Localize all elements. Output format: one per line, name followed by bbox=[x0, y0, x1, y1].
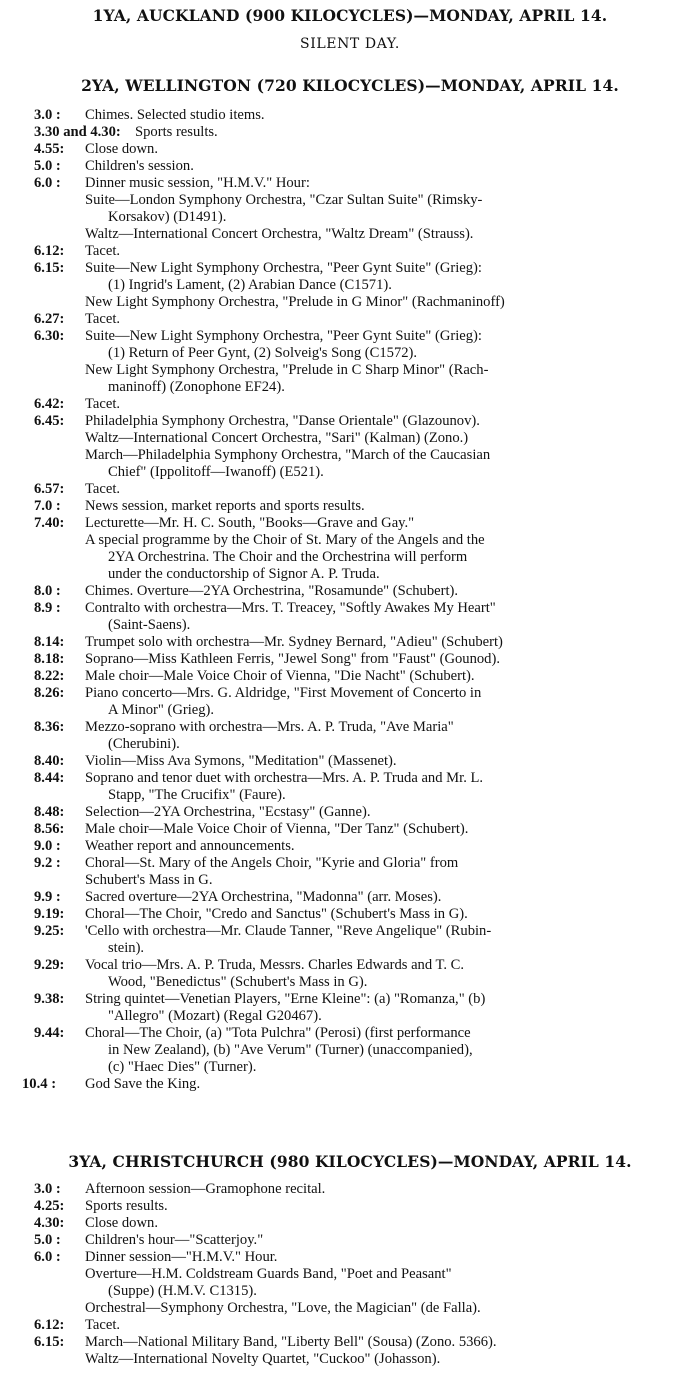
entry-text: March—National Military Band, "Liberty Bell" (Sousa) (Zono. 5366). bbox=[85, 1334, 497, 1350]
programme-entry bbox=[0, 1025, 700, 1042]
entry-continuation: March—Philadelphia Symphony Orchestra, "March of the Caucasian bbox=[85, 447, 491, 463]
entry-time: 5.0 : bbox=[34, 158, 61, 174]
entry-text: Tacet. bbox=[85, 1317, 121, 1333]
entry-time: 9.25: bbox=[34, 923, 65, 939]
entry-time: 8.44: bbox=[34, 770, 65, 786]
entry-text: Children's hour—"Scatterjoy." bbox=[85, 1232, 264, 1248]
entry-continuation: New Light Symphony Orchestra, "Prelude in G Minor" (Rachmaninoff) bbox=[85, 294, 505, 310]
programme-entry bbox=[0, 668, 700, 685]
programme-entry bbox=[0, 889, 700, 906]
entry-time: 9.9 : bbox=[34, 889, 61, 905]
entry-time: 7.40: bbox=[34, 515, 65, 531]
entry-time: 6.12: bbox=[34, 1317, 65, 1333]
entry-time: 4.30: bbox=[34, 1215, 65, 1231]
entry-text: Contralto with orchestra—Mrs. T. Treacey, "Softly Awakes My Heart" bbox=[85, 600, 496, 616]
entry-continuation-indented: "Allegro" (Mozart) (Regal G20467). bbox=[108, 1008, 322, 1024]
entry-text: Soprano—Miss Kathleen Ferris, "Jewel Song" from "Faust" (Gounod). bbox=[85, 651, 500, 667]
programme-entry bbox=[0, 583, 700, 600]
programme-entry bbox=[0, 328, 700, 345]
entry-text: Male choir—Male Voice Choir of Vienna, "Der Tanz" (Schubert). bbox=[85, 821, 469, 837]
entry-continuation-indented: maninoff) (Zonophone EF24). bbox=[108, 379, 285, 395]
entry-text: Chimes. Selected studio items. bbox=[85, 107, 265, 123]
entry-time: 8.18: bbox=[34, 651, 65, 667]
entry-continuation-indented: (c) "Haec Dies" (Turner). bbox=[108, 1059, 257, 1075]
entry-continuation-indented: Stapp, "The Crucifix" (Faure). bbox=[108, 787, 286, 803]
entry-continuation-indented: stein). bbox=[108, 940, 145, 956]
entry-text: Suite—New Light Symphony Orchestra, "Peer Gynt Suite" (Grieg): bbox=[85, 260, 482, 276]
programme-entry bbox=[0, 957, 700, 974]
entry-time: 6.42: bbox=[34, 396, 65, 412]
entry-time: 9.0 : bbox=[34, 838, 61, 854]
entry-text: Trumpet solo with orchestra—Mr. Sydney Bernard, "Adieu" (Schubert) bbox=[85, 634, 503, 650]
programme-entry bbox=[0, 685, 700, 702]
entry-time: 8.22: bbox=[34, 668, 65, 684]
programme-entry bbox=[0, 1076, 700, 1093]
entry-text: Tacet. bbox=[85, 311, 121, 327]
programme-entry bbox=[0, 124, 700, 141]
entry-time: 9.38: bbox=[34, 991, 65, 1007]
programme-entry bbox=[0, 804, 700, 821]
entry-time: 8.0 : bbox=[34, 583, 61, 599]
entry-time: 3.0 : bbox=[34, 1181, 61, 1197]
entry-continuation-indented: (Cherubini). bbox=[108, 736, 180, 752]
entry-time: 8.9 : bbox=[34, 600, 61, 616]
entry-text: Lecturette—Mr. H. C. South, "Books—Grave and Gay." bbox=[85, 515, 415, 531]
entry-time: 6.0 : bbox=[34, 1249, 61, 1265]
programme-entry bbox=[0, 821, 700, 838]
entry-text: Dinner session—"H.M.V." Hour. bbox=[85, 1249, 278, 1265]
entry-text: Sports results. bbox=[85, 1198, 168, 1214]
entry-continuation-indented: in New Zealand), (b) "Ave Verum" (Turner) (unaccompanied), bbox=[108, 1042, 473, 1058]
entry-time: 8.26: bbox=[34, 685, 65, 701]
entry-time: 7.0 : bbox=[34, 498, 61, 514]
entry-continuation-indented: (Suppe) (H.M.V. C1315). bbox=[108, 1283, 257, 1299]
entry-continuation-indented: 2YA Orchestrina. The Choir and the Orchestrina will perform bbox=[108, 549, 468, 565]
programme-entry bbox=[0, 906, 700, 923]
entry-time: 4.25: bbox=[34, 1198, 65, 1214]
entry-text: News session, market reports and sports results. bbox=[85, 498, 365, 514]
entry-text: Suite—New Light Symphony Orchestra, "Peer Gynt Suite" (Grieg): bbox=[85, 328, 482, 344]
entry-continuation: Suite—London Symphony Orchestra, "Czar Sultan Suite" (Rimsky- bbox=[85, 192, 483, 208]
programme-entry bbox=[0, 600, 700, 617]
entry-text: Choral—The Choir, (a) "Tota Pulchra" (Perosi) (first performance bbox=[85, 1025, 471, 1041]
entry-text: Tacet. bbox=[85, 243, 121, 259]
entry-text: Vocal trio—Mrs. A. P. Truda, Messrs. Charles Edwards and T. C. bbox=[85, 957, 465, 973]
programme-entry bbox=[0, 498, 700, 515]
programme-entry bbox=[0, 1334, 700, 1351]
entry-continuation: Overture—H.M. Coldstream Guards Band, "Poet and Peasant" bbox=[85, 1266, 452, 1282]
programme-entry bbox=[0, 1232, 700, 1249]
programme-entry bbox=[0, 481, 700, 498]
programme-entry bbox=[0, 175, 700, 192]
programme-entry bbox=[0, 1317, 700, 1334]
entry-time: 8.48: bbox=[34, 804, 65, 820]
entry-continuation: Waltz—International Concert Orchestra, "Sari" (Kalman) (Zono.) bbox=[85, 430, 469, 446]
entry-continuation-indented: under the conductorship of Signor A. P. Truda. bbox=[108, 566, 380, 582]
station-heading-2ya: 2YA, WELLINGTON (720 KILOCYCLES)—MONDAY, APRIL 14. bbox=[81, 76, 619, 95]
programme-entry bbox=[0, 311, 700, 328]
entry-continuation: Waltz—International Novelty Quartet, "Cuckoo" (Johasson). bbox=[85, 1351, 441, 1367]
entry-time: 10.4 : bbox=[22, 1076, 57, 1092]
programme-entry bbox=[0, 1215, 700, 1232]
entry-text: Philadelphia Symphony Orchestra, "Danse Orientale" (Glazounov). bbox=[85, 413, 480, 429]
programme-entry bbox=[0, 413, 700, 430]
entry-text: Violin—Miss Ava Symons, "Meditation" (Massenet). bbox=[85, 753, 397, 769]
programme-entry bbox=[0, 107, 700, 124]
entry-text: Choral—The Choir, "Credo and Sanctus" (Schubert's Mass in G). bbox=[85, 906, 468, 922]
entry-continuation-indented: Chief" (Ippolitoff—Iwanoff) (E521). bbox=[108, 464, 324, 480]
programme-entry bbox=[0, 1249, 700, 1266]
entry-text: Piano concerto—Mrs. G. Aldridge, "First Movement of Concerto in bbox=[85, 685, 482, 701]
programme-list-3ya bbox=[0, 1181, 700, 1368]
entry-time: 6.57: bbox=[34, 481, 65, 497]
programme-entry bbox=[0, 158, 700, 175]
programme-entry bbox=[0, 753, 700, 770]
entry-text: Soprano and tenor duet with orchestra—Mrs. A. P. Truda and Mr. L. bbox=[85, 770, 484, 786]
programme-entry bbox=[0, 396, 700, 413]
entry-time: 4.55: bbox=[34, 141, 65, 157]
programme-entry bbox=[0, 1198, 700, 1215]
programme-entry bbox=[0, 991, 700, 1008]
programme-entry bbox=[0, 651, 700, 668]
entry-continuation: A special programme by the Choir of St. Mary of the Angels and the bbox=[85, 532, 485, 548]
entry-text: Tacet. bbox=[85, 481, 121, 497]
programme-entry bbox=[0, 634, 700, 651]
programme-entry bbox=[0, 770, 700, 787]
entry-continuation-indented: Wood, "Benedictus" (Schubert's Mass in G). bbox=[108, 974, 368, 990]
entry-time: 9.44: bbox=[34, 1025, 65, 1041]
entry-time: 6.0 : bbox=[34, 175, 61, 191]
entry-text: Selection—2YA Orchestrina, "Ecstasy" (Ganne). bbox=[85, 804, 371, 820]
entry-text: Weather report and announcements. bbox=[85, 838, 295, 854]
silent-day-note: SILENT DAY. bbox=[300, 36, 400, 52]
entry-text: Afternoon session—Gramophone recital. bbox=[85, 1181, 326, 1197]
programme-entry bbox=[0, 838, 700, 855]
entry-time: 3.0 : bbox=[34, 107, 61, 123]
programme-entry bbox=[0, 141, 700, 158]
entry-time: 6.12: bbox=[34, 243, 65, 259]
entry-text: String quintet—Venetian Players, "Erne Kleine": (a) "Romanza," (b) bbox=[85, 991, 486, 1007]
entry-text: Sports results. bbox=[135, 124, 218, 140]
entry-text: Dinner music session, "H.M.V." Hour: bbox=[85, 175, 310, 191]
entry-time: 9.19: bbox=[34, 906, 65, 922]
programme-entry bbox=[0, 515, 700, 532]
entry-time: 6.45: bbox=[34, 413, 65, 429]
entry-continuation: Orchestral—Symphony Orchestra, "Love, the Magician" (de Falla). bbox=[85, 1300, 481, 1316]
entry-time: 8.14: bbox=[34, 634, 65, 650]
entry-text: Sacred overture—2YA Orchestrina, "Madonna" (arr. Moses). bbox=[85, 889, 442, 905]
entry-text: 'Cello with orchestra—Mr. Claude Tanner, "Reve Angelique" (Rubin- bbox=[85, 923, 492, 939]
programme-list-2ya bbox=[0, 107, 700, 1093]
programme-entry bbox=[0, 923, 700, 940]
entry-time: 8.40: bbox=[34, 753, 65, 769]
programme-entry bbox=[0, 719, 700, 736]
entry-continuation: Schubert's Mass in G. bbox=[85, 872, 213, 888]
entry-time: 6.15: bbox=[34, 260, 65, 276]
station-heading-1ya: 1YA, AUCKLAND (900 KILOCYCLES)—MONDAY, APRIL 14. bbox=[92, 6, 608, 25]
programme-entry bbox=[0, 1181, 700, 1198]
entry-continuation-indented: A Minor" (Grieg). bbox=[108, 702, 215, 718]
entry-time: 8.56: bbox=[34, 821, 65, 837]
entry-continuation-indented: (1) Return of Peer Gynt, (2) Solveig's Song (C1572). bbox=[108, 345, 418, 361]
entry-text: Chimes. Overture—2YA Orchestrina, "Rosamunde" (Schubert). bbox=[85, 583, 459, 599]
entry-continuation-indented: (1) Ingrid's Lament, (2) Arabian Dance (C1571). bbox=[108, 277, 392, 293]
entry-time: 6.30: bbox=[34, 328, 65, 344]
entry-time: 8.36: bbox=[34, 719, 65, 735]
entry-continuation: New Light Symphony Orchestra, "Prelude in C Sharp Minor" (Rach- bbox=[85, 362, 489, 378]
entry-time: 5.0 : bbox=[34, 1232, 61, 1248]
programme-entry bbox=[0, 855, 700, 872]
entry-time: 6.15: bbox=[34, 1334, 65, 1350]
entry-text: God Save the King. bbox=[85, 1076, 201, 1092]
entry-text: Tacet. bbox=[85, 396, 121, 412]
entry-continuation-indented: (Saint-Saens). bbox=[108, 617, 191, 633]
entry-time: 9.2 : bbox=[34, 855, 61, 871]
entry-time: 3.30 and 4.30: bbox=[34, 124, 121, 140]
entry-text: Choral—St. Mary of the Angels Choir, "Kyrie and Gloria" from bbox=[85, 855, 459, 871]
entry-text: Children's session. bbox=[85, 158, 194, 174]
entry-time: 9.29: bbox=[34, 957, 65, 973]
entry-continuation-indented: Korsakov) (D1491). bbox=[108, 209, 227, 225]
entry-text: Male choir—Male Voice Choir of Vienna, "Die Nacht" (Schubert). bbox=[85, 668, 475, 684]
entry-text: Close down. bbox=[85, 141, 158, 157]
entry-text: Close down. bbox=[85, 1215, 158, 1231]
programme-entry bbox=[0, 260, 700, 277]
entry-text: Mezzo-soprano with orchestra—Mrs. A. P. Truda, "Ave Maria" bbox=[85, 719, 454, 735]
entry-time: 6.27: bbox=[34, 311, 65, 327]
entry-continuation: Waltz—International Concert Orchestra, "Waltz Dream" (Strauss). bbox=[85, 226, 474, 242]
station-heading-3ya: 3YA, CHRISTCHURCH (980 KILOCYCLES)—MONDAY, APRIL 14. bbox=[68, 1152, 632, 1171]
programme-entry bbox=[0, 243, 700, 260]
